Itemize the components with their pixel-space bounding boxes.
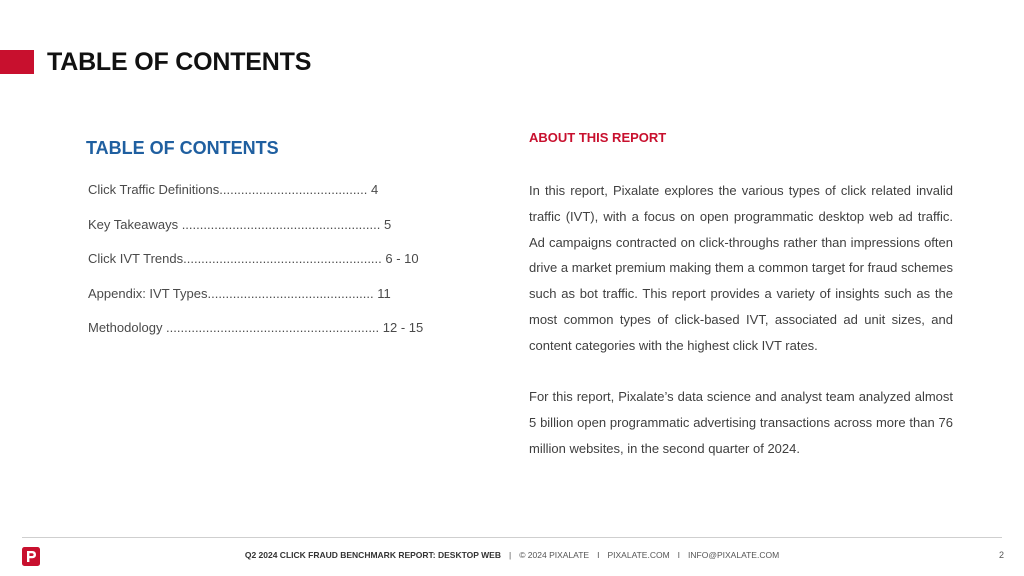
toc-item-label[interactable]: Key Takeaways ....................................................... 5	[88, 216, 392, 232]
toc-item-label[interactable]: Click Traffic Definitions......................................... 4	[88, 182, 379, 197]
footer-separator: I	[597, 550, 600, 560]
toc-item-key-takeaways[interactable]	[88, 216, 428, 234]
footer-website-link[interactable]: PIXALATE.COM	[607, 550, 670, 560]
page-title: TABLE OF CONTENTS	[47, 48, 312, 76]
toc-item-appendix-ivt-types[interactable]	[88, 285, 428, 303]
about-paragraph-1: In this report, Pixalate explores the various types of click related invalid traffic (IVT), with a focus on open programmatic desktop web ad traffic. Ad campaigns contracted on click-throughs rather than impressions often drive a market premium making them a common target for fraud schemes such as bot traffic. This report provides a variety of insights such as the most common types of click-based IVT, associated ad unit sizes, and content categories with the highest click IVT rates.	[529, 183, 953, 353]
toc-item-click-traffic-definitions[interactable]	[88, 181, 428, 199]
toc-item-label[interactable]: Appendix: IVT Types.............................................. 11	[88, 285, 391, 301]
footer-email-link[interactable]: INFO@PIXALATE.COM	[688, 550, 780, 560]
toc-list	[88, 181, 428, 354]
toc-item-methodology[interactable]	[88, 319, 428, 337]
title-accent-bar	[0, 50, 34, 74]
about-heading: ABOUT THIS REPORT	[529, 130, 667, 145]
about-body	[529, 178, 953, 462]
about-paragraph-2: For this report, Pixalate’s data science and analyst team analyzed almost 5 billion open programmatic advertising transactions across more than 76 million websites, in the second quarter of 2024.	[529, 389, 953, 456]
page-number: 2	[998, 550, 1004, 560]
toc-item-label[interactable]: Methodology ........................................................... 12 - 15	[88, 320, 424, 335]
footer-separator: |	[508, 550, 512, 560]
footer-divider	[22, 537, 1002, 538]
toc-item-click-ivt-trends[interactable]	[88, 250, 428, 268]
toc-item-label[interactable]: Click IVT Trends....................................................... 6 - 10	[88, 251, 419, 266]
footer-report-name: Q2 2024 CLICK FRAUD BENCHMARK REPORT: DESKTOP WEB	[244, 550, 501, 560]
toc-heading: TABLE OF CONTENTS	[86, 138, 279, 158]
footer-separator: I	[677, 550, 681, 560]
footer-copyright: © 2024 PIXALATE	[519, 550, 590, 560]
footer-text	[0, 549, 1024, 561]
